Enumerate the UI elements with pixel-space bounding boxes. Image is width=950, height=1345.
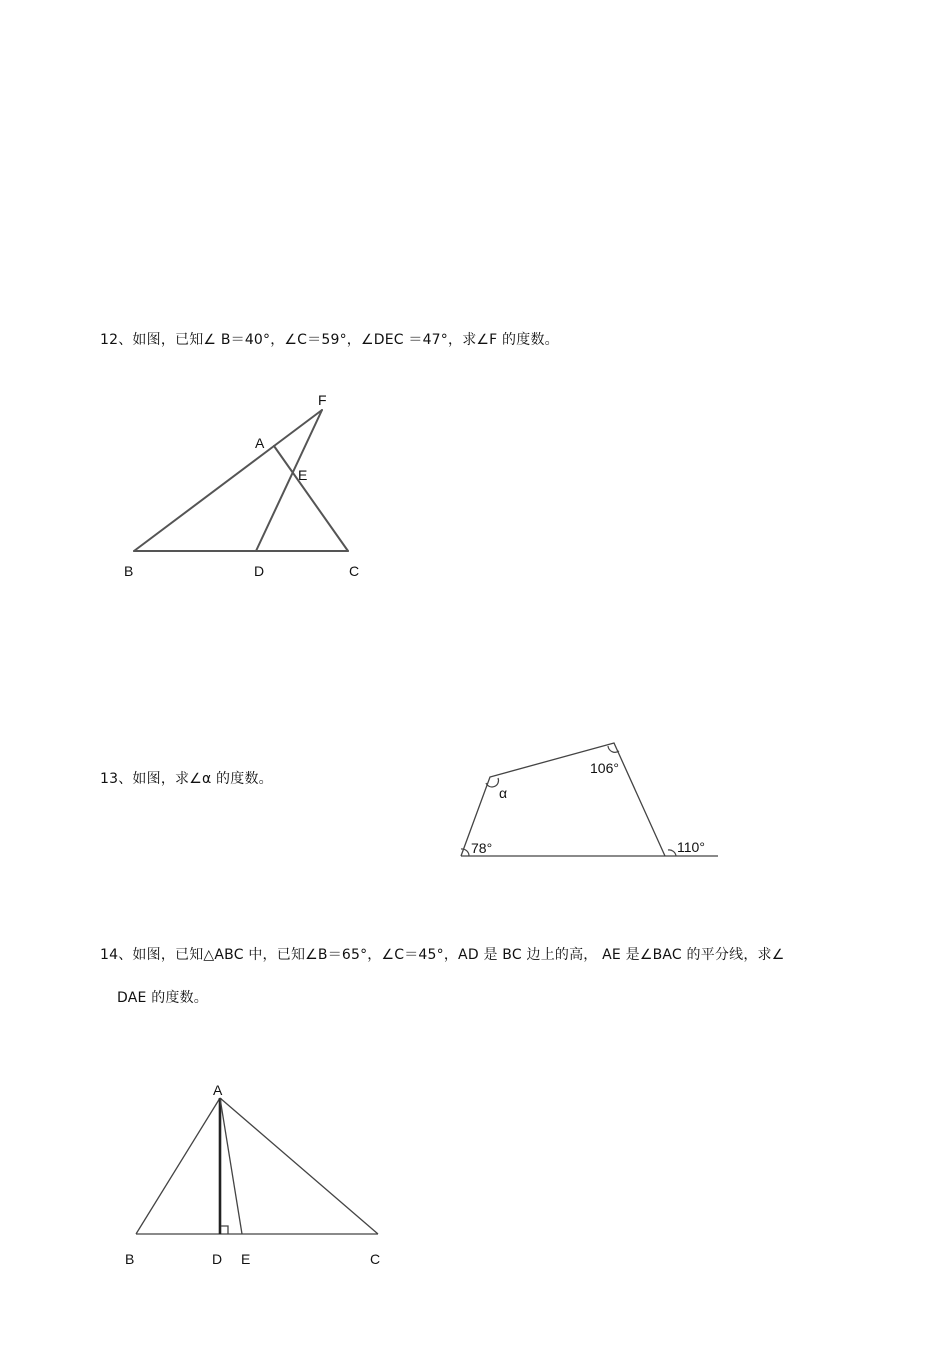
segment-ac	[220, 1098, 378, 1234]
label-b: B	[124, 563, 134, 579]
right-angle-mark	[221, 1226, 228, 1234]
label-alpha: α	[499, 785, 508, 801]
label-f: F	[318, 392, 327, 408]
triangle-abc-14	[136, 1098, 378, 1234]
label-d: D	[212, 1251, 223, 1267]
question-14-text-line2: DAE 的度数。	[117, 990, 209, 1006]
label-b: B	[125, 1251, 135, 1267]
bisector-ae	[220, 1098, 242, 1234]
label-d: D	[254, 563, 265, 579]
question-12-text: 12、如图，已知∠ B＝40°，∠C＝59°，∠DEC ＝47°，求∠F 的度数。	[100, 332, 559, 348]
label-106: 106°	[590, 760, 619, 776]
label-110: 110°	[677, 839, 705, 855]
question-13-text: 13、如图，求∠α 的度数。	[100, 771, 273, 787]
question-14-text-line1: 14、如图，已知△ABC 中，已知∠B＝65°，∠C＝45°，AD 是 BC 边上的高， AE 是∠BAC 的平分线，求∠	[100, 947, 785, 963]
label-e: E	[241, 1251, 251, 1267]
label-c: C	[349, 563, 360, 579]
label-a: A	[213, 1082, 223, 1098]
label-e: E	[298, 467, 308, 483]
label-a: A	[255, 435, 265, 451]
label-c: C	[370, 1251, 381, 1267]
segment-ab	[136, 1098, 220, 1234]
label-78: 78°	[471, 840, 493, 856]
